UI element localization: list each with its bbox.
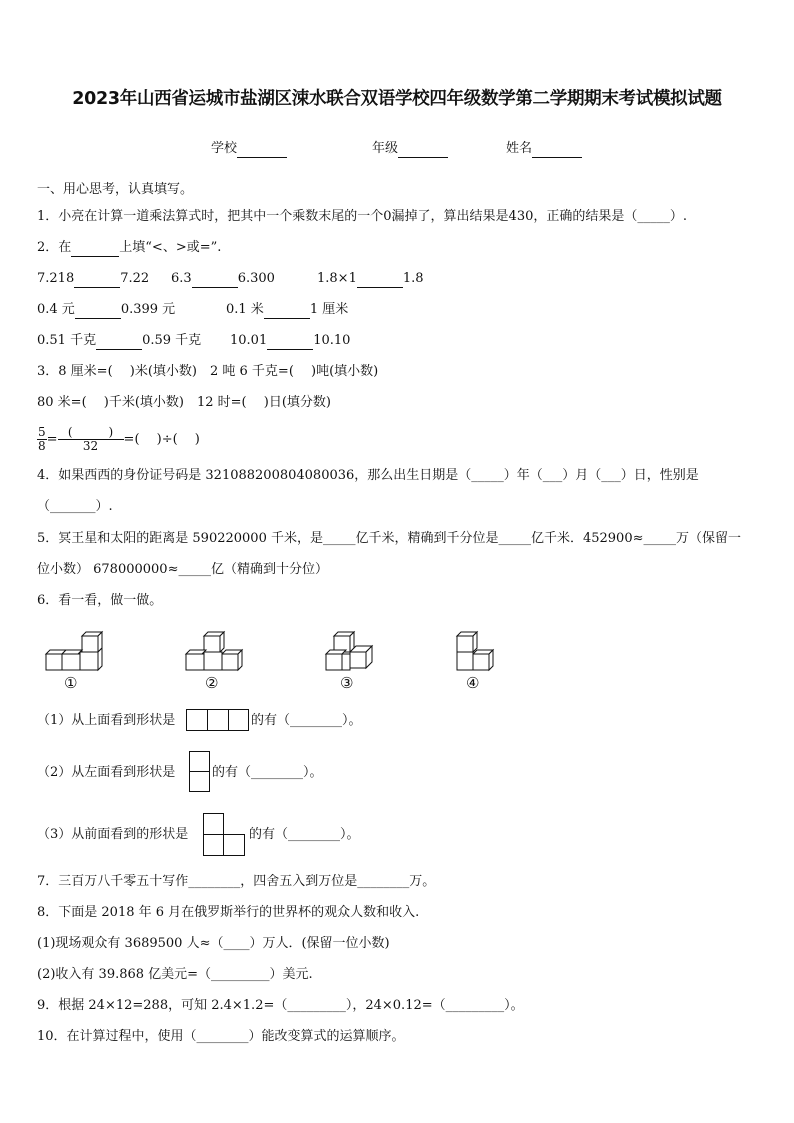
q2-value: 6.3 [171, 271, 192, 286]
question-4-line-2: （_______）. [37, 499, 113, 514]
question-9: 9．根据 24×12=288，可知 2.4×1.2=（_________），24×0.12=（_________）。 [37, 998, 524, 1013]
compare-blank[interactable] [264, 304, 310, 319]
q2-value: 7.218 [37, 271, 75, 286]
cube-figure-3 [322, 630, 378, 672]
q2-value: 10.01 [230, 333, 268, 348]
q2-row-3b [230, 332, 350, 350]
question-8-part-1: (1)现场观众有 3689500 人≈（____）万人．(保留一位小数) [37, 936, 390, 951]
fraction-5-8 [37, 426, 47, 453]
q2-row-2b [226, 301, 348, 319]
school-blank[interactable] [237, 143, 287, 158]
page-title: 2023年山西省运城市盐湖区涑水联合双语学校四年级数学第二学期期末考试模拟试题 [72, 89, 722, 109]
q2-row-2 [37, 301, 175, 319]
q6-sub-1-answer: 的有（________）。 [251, 713, 362, 728]
compare-blank[interactable] [75, 304, 121, 319]
figure-label-1: ① [64, 674, 78, 692]
compare-blank[interactable] [357, 273, 403, 288]
grade-label: 年级 [372, 141, 399, 156]
question-1: 1．小亮在计算一道乘法算式时，把其中一个乘数末尾的一个0漏掉了，算出结果是430，正确的结果是（_____）. [37, 209, 687, 224]
question-5-line-1: 5．冥王星和太阳的距离是 590220000 千米，是_____亿千米，精确到千分位是_____亿千米．452900≈_____万（保留一 [37, 531, 741, 546]
q2-row-3 [37, 332, 201, 350]
cube-figure-2 [184, 630, 246, 672]
q2-row-1 [37, 270, 149, 288]
q6-sub-3-answer: 的有（________）。 [249, 827, 360, 842]
q2-value: 0.59 千克 [142, 333, 202, 348]
q2-row-1c [317, 270, 424, 288]
question-8-part-2: (2)收入有 39.868 亿美元=（_________）美元. [37, 967, 313, 982]
q2-head-b: 上填“<、>或=”. [119, 240, 222, 255]
q2-blank [71, 242, 119, 257]
frac-den: 32 [82, 439, 99, 453]
q2-value: 7.22 [120, 271, 150, 286]
q3-tail: =( )÷( ) [123, 432, 200, 447]
question-2-heading [37, 239, 221, 257]
q6-sub-3-label: （3）从前面看到的形状是 [37, 827, 189, 842]
q2-value: 10.10 [313, 333, 351, 348]
question-6-heading: 6．看一看，做一做。 [37, 593, 163, 608]
question-4-line-1: 4．如果西西的身份证号码是 321088200804080036，那么出生日期是（_____）年（___）月（___）日，性别是 [37, 468, 699, 483]
q2-value: 1.8 [402, 271, 424, 286]
q2-value: 0.1 米 [226, 302, 264, 317]
cube-figure-1 [44, 630, 108, 672]
grade-blank[interactable] [398, 143, 448, 158]
q2-value: 0.51 千克 [37, 333, 97, 348]
question-5-line-2: 位小数） 678000000≈_____亿（精确到十分位） [37, 562, 328, 577]
cube-figure-4 [455, 630, 501, 672]
school-field[interactable] [211, 140, 287, 158]
name-field[interactable] [506, 140, 582, 158]
question-7: 7．三百万八千零五十写作________，四舍五入到万位是________万。 [37, 874, 436, 889]
q2-value: 0.4 元 [37, 302, 75, 317]
top-view-shape [186, 709, 249, 731]
q6-sub-1-label: （1）从上面看到形状是 [37, 713, 176, 728]
q2-value: 0.399 元 [120, 302, 176, 317]
q2-value: 1.8×1 [317, 271, 357, 286]
figure-label-3: ③ [340, 674, 354, 692]
q2-value: 6.300 [237, 271, 275, 286]
name-blank[interactable] [532, 143, 582, 158]
compare-blank[interactable] [192, 273, 238, 288]
question-3-line-3: $\frac{5}{8}$ = $\frac{( )}{32}$ =( )÷( ) [38, 425, 200, 453]
question-10: 10．在计算过程中，使用（________）能改变算式的运算顺序。 [37, 1029, 405, 1044]
figure-label-4: ④ [466, 674, 480, 692]
section-heading: 一、用心思考，认真填写。 [37, 182, 194, 197]
frac-num: ( ) [58, 426, 124, 440]
front-view-shape [203, 813, 245, 856]
grade-field[interactable] [372, 140, 448, 158]
frac-num: 5 [38, 425, 46, 439]
frac-den: 8 [38, 439, 46, 453]
fraction-blank-32[interactable] [58, 426, 124, 453]
compare-blank[interactable] [74, 273, 120, 288]
q2-head-a: 2．在 [37, 240, 72, 255]
question-3-line-2: 80 米=( )千米(填小数) 12 时=( )日(填分数) [37, 395, 331, 410]
left-view-shape [189, 751, 210, 792]
compare-blank[interactable] [267, 335, 313, 350]
question-8-heading: 8．下面是 2018 年 6 月在俄罗斯举行的世界杯的观众人数和收入. [37, 905, 420, 920]
figure-label-2: ② [205, 674, 219, 692]
question-3-line-1: 3．8 厘米=( )米(填小数) 2 吨 6 千克=( )吨(填小数) [37, 364, 379, 379]
school-label: 学校 [211, 141, 238, 156]
compare-blank[interactable] [96, 335, 142, 350]
q2-value: 1 厘米 [309, 302, 349, 317]
name-label: 姓名 [506, 141, 533, 156]
q2-row-1b [171, 270, 275, 288]
q6-sub-2-label: （2）从左面看到形状是 [37, 765, 176, 780]
q6-sub-2-answer: 的有（________）。 [212, 765, 323, 780]
